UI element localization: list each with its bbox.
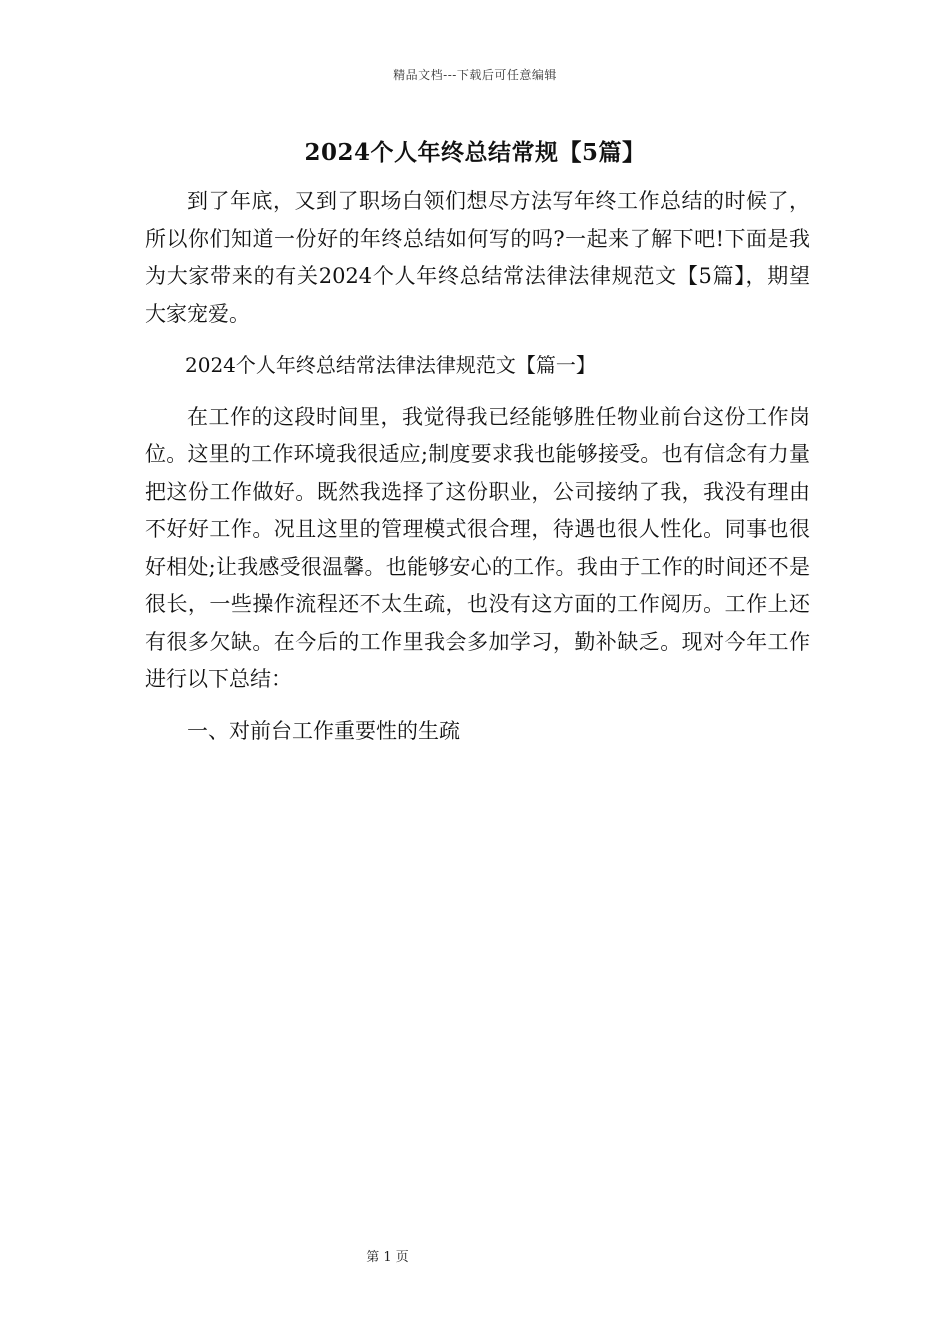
page-footer: 第 1 页 (366, 1250, 409, 1265)
document-title: 2024个人年终总结常规【5篇】 (304, 139, 646, 166)
body-paragraph: 在工作的这段时间里，我觉得我已经能够胜任物业前台这份工作岗位。这里的工作环境我很适应;制度要求我也能够接受。也有信念有力量把这份工作做好。既然我选择了这份职业，公司接纳了我，我没有理由不好好工作。况且这里的管理模式很合理，待遇也很人性化。同事也很好相处;让我感受很温馨。也能够安心的工作。我由于工作的时间还不是很长，一些操作流程还不太生疏，也没有这方面的工作阅历。工作上还有很多欠缺。在今后的工作里我会多加学习，勤补缺乏。现对今年工作进行以下总结： (145, 404, 810, 691)
subsection-heading: 一、对前台工作重要性的生疏 (187, 718, 460, 743)
page-header: 精品文档---下载后可任意编辑 (393, 68, 557, 82)
intro-paragraph: 到了年底，又到了职场白领们想尽方法写年终工作总结的时候了，所以你们知道一份好的年终总结如何写的吗?一起来了解下吧!下面是我为大家带来的有关2024个人年终总结常法律法律规范文【5篇】，期望大家宠爱。 (145, 189, 810, 326)
section-heading: 2024个人年终总结常法律法律规范文【篇一】 (185, 353, 596, 377)
document-body (145, 183, 810, 750)
